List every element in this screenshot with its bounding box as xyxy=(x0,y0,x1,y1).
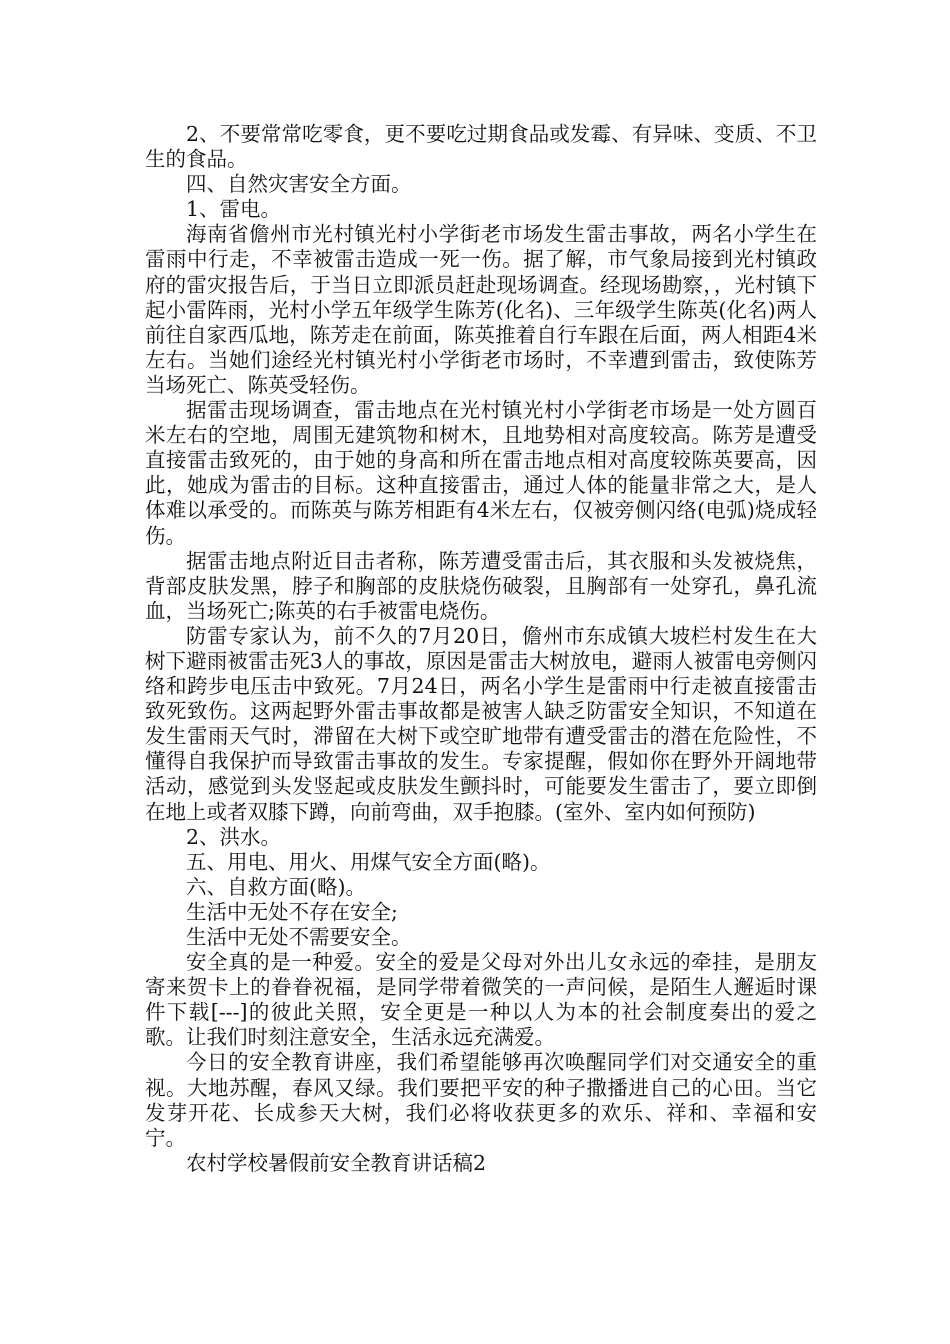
document-body xyxy=(145,122,817,1176)
paragraph-site-investigation: 据雷击现场调查，雷击地点在光村镇光村小学街老市场是一处方圆百米左右的空地，周围无建筑物和树木，且地势相对高度较高。陈芳是遭受直接雷击致死的，由于她的身高和所在雷击地点相对高度较陈英要高，因此，她成为雷击的目标。这种直接雷击，通过人体的能量非常之大，是人体难以承受的。而陈英与陈芳相距有4米左右，仅被旁侧闪络(电弧)烧成轻伤。 xyxy=(145,398,817,548)
subheading-flood: 2、洪水。 xyxy=(186,824,282,849)
heading-electricity-fire-gas: 五、用电、用火、用煤气安全方面(略)。 xyxy=(186,849,551,874)
paragraph-closing: 今日的安全教育讲座，我们希望能够再次唤醒同学们对交通安全的重视。大地苏醒，春风又绿。我们要把平安的种子撒播进自己的心田。当它发芽开花、长成参天大树，我们必将收获更多的欢乐、祥和、幸福和安宁。 xyxy=(145,1050,817,1150)
subheading-lightning: 1、雷电。 xyxy=(186,197,282,222)
line-safety-everywhere: 生活中无处不存在安全; xyxy=(186,899,398,924)
line-safety-needed: 生活中无处不需要安全。 xyxy=(186,925,412,949)
heading-self-rescue: 六、自救方面(略)。 xyxy=(186,874,366,899)
paragraph-safety-is-love: 安全真的是一种爱。安全的爱是父母对外出儿女永远的牵挂，是朋友寄来贺卡上的眷眷祝福，是同学带着微笑的一声问候，是陌生人邂逅时课件下载[---]的彼此关照，安全更是一种以人为本的社会制度奏出的爱之歌。让我们时刻注意安全，生活永远充满爱。 xyxy=(145,950,817,1050)
paragraph-lightning-incident: 海南省儋州市光村镇光村小学街老市场发生雷击事故，两名小学生在雷雨中行走，不幸被雷击造成一死一伤。据了解，市气象局接到光村镇政府的雷灾报告后，于当日立即派员赶赴现场调查。经现场勘察，，光村镇下起小雷阵雨，光村小学五年级学生陈芳(化名)、三年级学生陈英(化名)两人前往自家西瓜地，陈芳走在前面，陈英推着自行车跟在后面，两人相距4米左右。当她们途经光村镇光村小学街老市场时，不幸遭到雷击，致使陈芳当场死亡、陈英受轻伤。 xyxy=(145,222,817,397)
heading-natural-disaster: 四、自然灾害安全方面。 xyxy=(186,172,412,197)
paragraph-witness-account: 据雷击地点附近目击者称，陈芳遭受雷击后，其衣服和头发被烧焦，背部皮肤发黑，脖子和胸部的皮肤烧伤破裂，且胸部有一处穿孔，鼻孔流血，当场死亡;陈英的右手被雷电烧伤。 xyxy=(145,548,817,623)
next-document-title: 农村学校暑假前安全教育讲话稿2 xyxy=(186,1150,487,1175)
paragraph-diet-tip: 2、不要常常吃零食，更不要吃过期食品或发霉、有异味、变质、不卫生的食品。 xyxy=(145,122,817,172)
paragraph-expert-advice: 防雷专家认为，前不久的7月20日，儋州市东成镇大坡栏村发生在大树下避雨被雷击死3人的事故，原因是雷击大树放电，避雨人被雷电旁侧闪络和跨步电压击中致死。7月24日，两名小学生是雷雨中行走被直接雷击致死致伤。这两起野外雷击事故都是被害人缺乏防雷安全知识，不知道在发生雷雨天气时，滞留在大树下或空旷地带有遭受雷击的潜在危险性，不懂得自我保护而导致雷击事故的发生。专家提醒，假如你在野外开阔地带活动，感觉到头发竖起或皮肤发生颤抖时，可能要发生雷击了，要立即倒在地上或者双膝下蹲，向前弯曲，双手抱膝。(室外、室内如何预防) xyxy=(145,623,817,824)
